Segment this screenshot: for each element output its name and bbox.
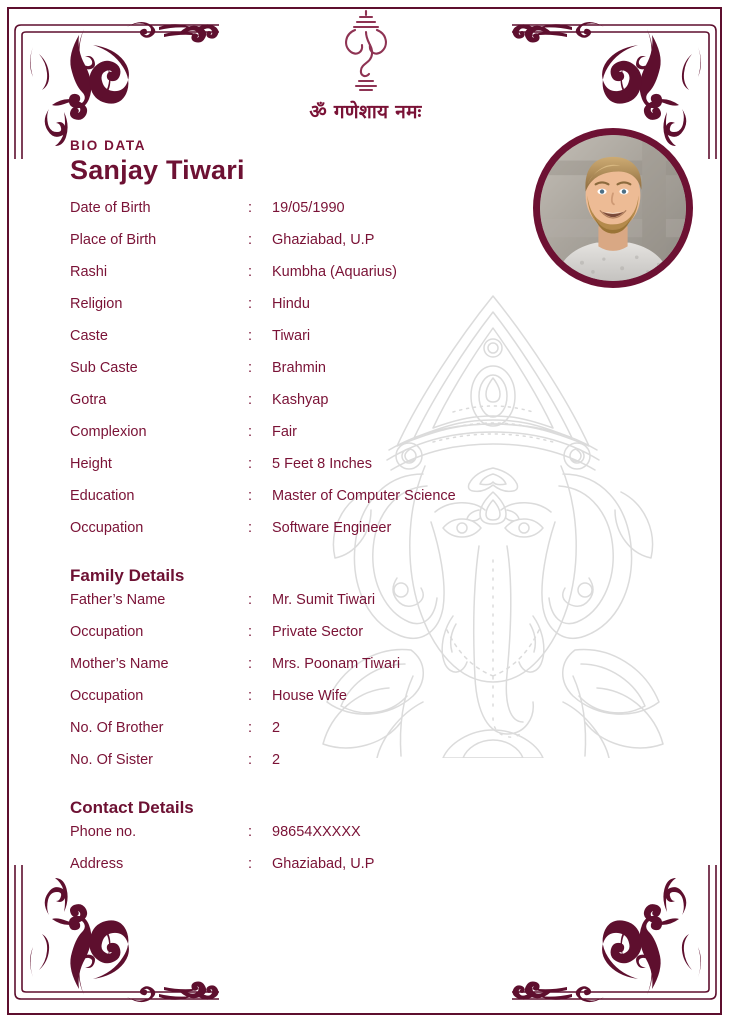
- detail-value: Mr. Sumit Tiwari: [272, 591, 376, 608]
- detail-value: Hindu: [272, 295, 310, 312]
- detail-row: [70, 264, 630, 296]
- detail-label: Place of Birth: [70, 231, 157, 248]
- page-title: Sanjay Tiwari: [70, 155, 245, 185]
- detail-label: Education: [70, 487, 135, 504]
- contact-details-rows: [70, 824, 630, 888]
- detail-label: Date of Birth: [70, 199, 151, 216]
- detail-label: Mother’s Name: [70, 655, 169, 672]
- detail-separator: :: [248, 623, 253, 640]
- detail-value: Ghaziabad, U.P: [272, 855, 375, 872]
- detail-value: 19/05/1990: [272, 199, 345, 216]
- detail-row: [70, 592, 630, 624]
- detail-row: [70, 824, 630, 856]
- detail-separator: :: [248, 327, 253, 344]
- detail-label: No. Of Sister: [70, 751, 153, 768]
- detail-separator: :: [248, 751, 253, 768]
- detail-value: 2: [272, 719, 281, 736]
- detail-separator: :: [248, 231, 253, 248]
- detail-row: [70, 232, 630, 264]
- detail-value: 98654XXXXX: [272, 823, 361, 840]
- family-details-heading: Family Details: [70, 565, 185, 585]
- detail-label: No. Of Brother: [70, 719, 164, 736]
- page-kicker: BIO DATA: [70, 138, 147, 153]
- document-header: [0, 8, 731, 124]
- detail-value: Private Sector: [272, 623, 364, 640]
- detail-row: [70, 488, 630, 520]
- detail-value: Software Engineer: [272, 519, 392, 536]
- contact-details-heading: Contact Details: [70, 797, 194, 817]
- detail-row: [70, 296, 630, 328]
- detail-label: Height: [70, 455, 112, 472]
- detail-value: Fair: [272, 423, 297, 440]
- personal-details-rows: [70, 200, 630, 552]
- detail-separator: :: [248, 591, 253, 608]
- detail-row: [70, 856, 630, 888]
- detail-separator: :: [248, 295, 253, 312]
- detail-row: [70, 520, 630, 552]
- detail-value: Tiwari: [272, 327, 311, 344]
- detail-value: Kashyap: [272, 391, 329, 408]
- detail-label: Occupation: [70, 687, 144, 704]
- detail-label: Complexion: [70, 423, 147, 440]
- detail-row: [70, 328, 630, 360]
- detail-label: Phone no.: [70, 823, 137, 840]
- detail-separator: :: [248, 487, 253, 504]
- detail-value: Master of Computer Science: [272, 487, 456, 504]
- detail-row: [70, 200, 630, 232]
- detail-separator: :: [248, 519, 253, 536]
- detail-value: Brahmin: [272, 359, 326, 376]
- detail-label: Caste: [70, 327, 108, 344]
- detail-label: Address: [70, 855, 124, 872]
- detail-label: Occupation: [70, 623, 144, 640]
- detail-separator: :: [248, 719, 253, 736]
- detail-row: [70, 360, 630, 392]
- detail-row: [70, 392, 630, 424]
- detail-label: Religion: [70, 295, 123, 312]
- detail-value: 5 Feet 8 Inches: [272, 455, 372, 472]
- detail-separator: :: [248, 391, 253, 408]
- detail-label: Sub Caste: [70, 359, 138, 376]
- detail-label: Gotra: [70, 391, 107, 408]
- detail-row: [70, 720, 630, 752]
- detail-row: [70, 656, 630, 688]
- detail-separator: :: [248, 359, 253, 376]
- detail-label: Rashi: [70, 263, 108, 280]
- detail-separator: :: [248, 823, 253, 840]
- detail-value: Mrs. Poonam Tiwari: [272, 655, 401, 672]
- family-details-rows: [70, 592, 630, 784]
- detail-label: Father’s Name: [70, 591, 166, 608]
- detail-row: [70, 424, 630, 456]
- detail-row: [70, 624, 630, 656]
- detail-label: Occupation: [70, 519, 144, 536]
- detail-row: [70, 752, 630, 784]
- detail-separator: :: [248, 455, 253, 472]
- detail-row: [70, 456, 630, 488]
- ganesha-symbol-icon: [333, 8, 399, 94]
- detail-separator: :: [248, 655, 253, 672]
- detail-value: House Wife: [272, 687, 347, 704]
- mantra-text: ॐ गणेशाय नमः: [309, 101, 422, 123]
- detail-value: Kumbha (Aquarius): [272, 263, 397, 280]
- detail-separator: :: [248, 199, 253, 216]
- detail-value: Ghaziabad, U.P: [272, 231, 375, 248]
- detail-separator: :: [248, 423, 253, 440]
- detail-separator: :: [248, 687, 253, 704]
- detail-value: 2: [272, 751, 281, 768]
- detail-separator: :: [248, 855, 253, 872]
- biodata-content: [70, 138, 630, 888]
- detail-row: [70, 688, 630, 720]
- detail-separator: :: [248, 263, 253, 280]
